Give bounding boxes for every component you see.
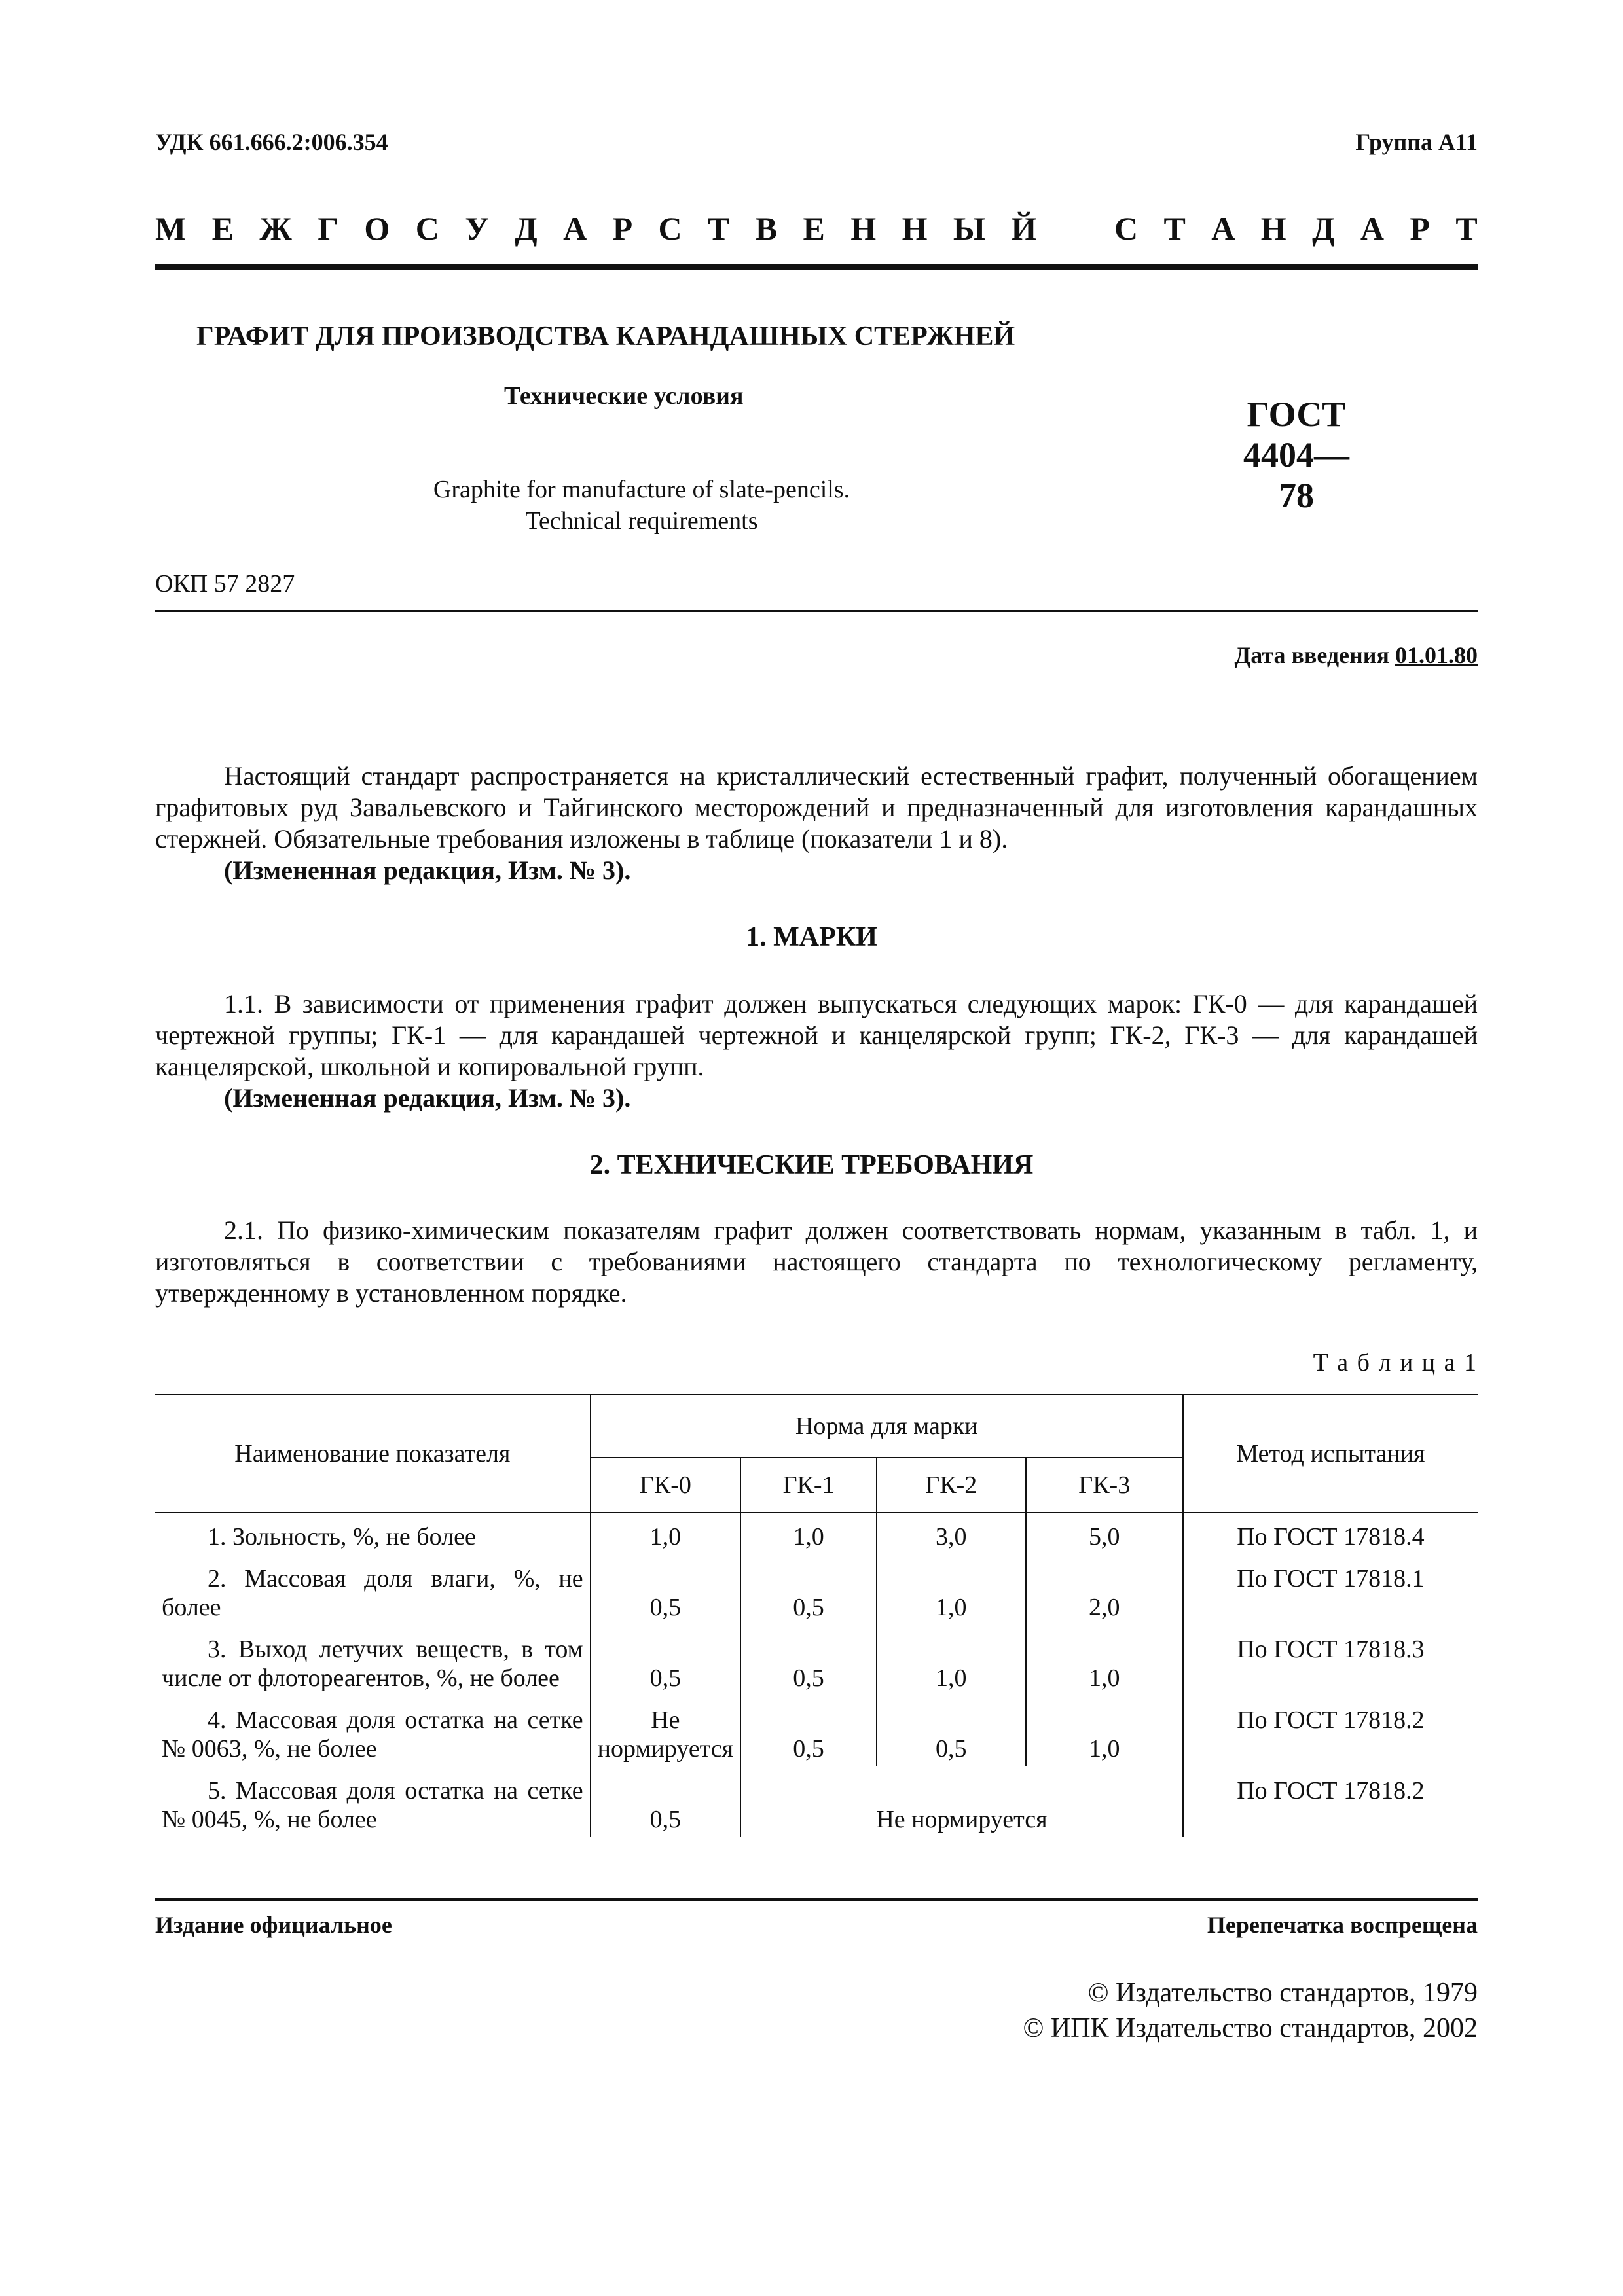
banner-letter: М <box>155 210 187 247</box>
banner-letter: Д <box>1312 210 1335 247</box>
grade-gk3: ГК-3 <box>1026 1458 1183 1513</box>
banner-letter: Н <box>850 210 877 247</box>
banner-letter: Т <box>1163 210 1186 247</box>
banner-letter: Г <box>318 210 338 247</box>
english-title <box>354 474 930 537</box>
okp-rule <box>155 610 1478 612</box>
banner-letter: Й <box>1011 210 1037 247</box>
row-name: 5. Массовая доля остатка на сетке № 0045, %, не более <box>162 1777 583 1833</box>
row-value: 1,0 <box>1026 1624 1183 1695</box>
row-method: По ГОСТ 17818.2 <box>1237 1706 1425 1734</box>
row-value: 0,5 <box>740 1624 877 1695</box>
banner-letter: А <box>1360 210 1384 247</box>
banner-letter: Ж <box>259 210 292 247</box>
banner-letter: С <box>658 210 682 247</box>
grade-gk2: ГК-2 <box>877 1458 1026 1513</box>
reprint-note: Перепечатка воспрещена <box>1207 1912 1478 1938</box>
banner-letter: Ы <box>953 210 985 247</box>
english-title-line1: Graphite for manufacture of slate-pencils. <box>433 476 850 503</box>
banner-letter: У <box>465 210 489 247</box>
banner-letter <box>1063 209 1089 246</box>
banner-letter: С <box>415 210 439 247</box>
banner-letter: Д <box>515 210 538 247</box>
row-value: 3,0 <box>877 1513 1026 1554</box>
clause-1-1-text: 1.1. В зависимости от применения графит должен выпускаться следующих марок: ГК-0 — для карандашей чертежной группы; ГК-1 — для карандашей чертежной и канцелярской групп; ГК-2, ГК-3 — для карандашей канцелярской, школьной и копировальной групп. <box>155 989 1478 1081</box>
banner-letter: Т <box>708 210 730 247</box>
clause-1-1 <box>155 988 1478 1083</box>
document-subtitle: Технические условия <box>504 382 744 410</box>
copyright-2002: © ИПК Издательство стандартов, 2002 <box>1023 2013 1478 2043</box>
section-2-heading: 2. ТЕХНИЧЕСКИЕ ТРЕБОВАНИЯ <box>589 1150 1034 1180</box>
document-title: ГРАФИТ ДЛЯ ПРОИЗВОДСТВА КАРАНДАШНЫХ СТЕРЖНЕЙ <box>196 321 1015 351</box>
row-value: 0,5 <box>591 1624 740 1695</box>
table-row <box>155 1766 1478 1837</box>
banner-letter: Т <box>1455 210 1478 247</box>
banner-letter: В <box>755 210 778 247</box>
row-value: 1,0 <box>877 1624 1026 1695</box>
header-norm-for-grade: Норма для марки <box>591 1395 1183 1458</box>
grade-gk0: ГК-0 <box>591 1458 740 1513</box>
banner-letter: А <box>1211 210 1235 247</box>
banner-letter: А <box>563 210 587 247</box>
row-name: 4. Массовая доля остатка на сетке № 0063, %, не более <box>162 1706 583 1763</box>
banner-letter: Н <box>1260 210 1286 247</box>
banner-letter: Н <box>902 210 928 247</box>
row-value: 1,0 <box>740 1513 877 1554</box>
row-value: 1,0 <box>1026 1695 1183 1766</box>
footer-rule <box>155 1898 1478 1901</box>
row-method: По ГОСТ 17818.1 <box>1237 1565 1425 1592</box>
intro-text: Настоящий стандарт распространяется на кристаллический естественный графит, полученный обогащением графитовых руд Завальевского и Тайгинского месторождений и предназначенный для изготовления карандашных стержней. Обязательные требования изложены в таблице (показатели 1 и 8). <box>155 761 1478 853</box>
clause-2-1 <box>155 1215 1478 1309</box>
row-value: 2,0 <box>1026 1554 1183 1624</box>
copyright-1979: © Издательство стандартов, 1979 <box>1087 1978 1478 2008</box>
date-value: 01.01.80 <box>1395 642 1478 668</box>
table-row <box>155 1624 1478 1695</box>
row-name: 3. Выход летучих веществ, в том числе от флотореагентов, %, не более <box>162 1636 583 1692</box>
gost-number <box>1231 394 1362 516</box>
banner-letter: Р <box>612 210 633 247</box>
date-label: Дата введения <box>1234 642 1389 668</box>
clause-2-1-text: 2.1. По физико-химическим показателям графит должен соответствовать нормам, указанным в табл. 1, и изготовляться в соответствии с требованиями настоящего стандарта по технологическому регламенту, утвержденному в установленном порядке. <box>155 1215 1478 1308</box>
gost-code: 4404—78 <box>1243 435 1349 515</box>
udk-code: УДК 661.666.2:006.354 <box>155 129 388 155</box>
table-row <box>155 1554 1478 1624</box>
row-value: 1,0 <box>877 1554 1026 1624</box>
row-method: По ГОСТ 17818.4 <box>1237 1523 1425 1551</box>
row-method: По ГОСТ 17818.3 <box>1237 1636 1425 1663</box>
row-name: 1. Зольность, %, не более <box>208 1523 476 1551</box>
header-indicator-name: Наименование показателя <box>155 1395 591 1513</box>
header-rule <box>155 264 1478 270</box>
official-edition-note: Издание официальное <box>155 1912 392 1938</box>
gost-label: ГОСТ <box>1247 395 1346 434</box>
banner-letter: С <box>1114 210 1139 247</box>
okp-code: ОКП 57 2827 <box>155 570 295 598</box>
row-value: 0,5 <box>591 1766 740 1837</box>
amendment-note-1: (Измененная редакция, Изм. № 3). <box>224 855 631 885</box>
amendment-note-2: (Измененная редакция, Изм. № 3). <box>224 1083 631 1113</box>
row-value: 5,0 <box>1026 1513 1183 1554</box>
row-value: 1,0 <box>591 1513 740 1554</box>
banner-letter: Е <box>803 210 825 247</box>
header-test-method: Метод испытания <box>1183 1395 1478 1513</box>
interstate-standard-banner <box>155 209 1478 246</box>
row-value: 0,5 <box>591 1554 740 1624</box>
banner-letter: Е <box>211 210 234 247</box>
banner-letter: О <box>364 210 390 247</box>
group-code: Группа А11 <box>1355 129 1478 155</box>
english-title-line2: Technical requirements <box>525 507 758 535</box>
section-1-heading: 1. МАРКИ <box>746 922 877 952</box>
table-caption: Т а б л и ц а 1 <box>1313 1349 1478 1376</box>
row-value: 0,5 <box>740 1554 877 1624</box>
table-row <box>155 1513 1478 1554</box>
introduction-date <box>1235 641 1478 669</box>
intro-paragraph <box>155 761 1478 855</box>
row-name: 2. Массовая доля влаги, %, не более <box>162 1565 583 1621</box>
row-value: Не нормируется <box>591 1695 740 1766</box>
row-value: 0,5 <box>740 1695 877 1766</box>
grade-gk1: ГК-1 <box>740 1458 877 1513</box>
row-value: 0,5 <box>877 1695 1026 1766</box>
row-value-merged: Не нормируется <box>740 1766 1183 1837</box>
table-row <box>155 1695 1478 1766</box>
banner-letter: Р <box>1410 210 1430 247</box>
copyright-block <box>1023 1975 1478 2046</box>
properties-table <box>155 1394 1478 1837</box>
row-method: По ГОСТ 17818.2 <box>1237 1777 1425 1804</box>
